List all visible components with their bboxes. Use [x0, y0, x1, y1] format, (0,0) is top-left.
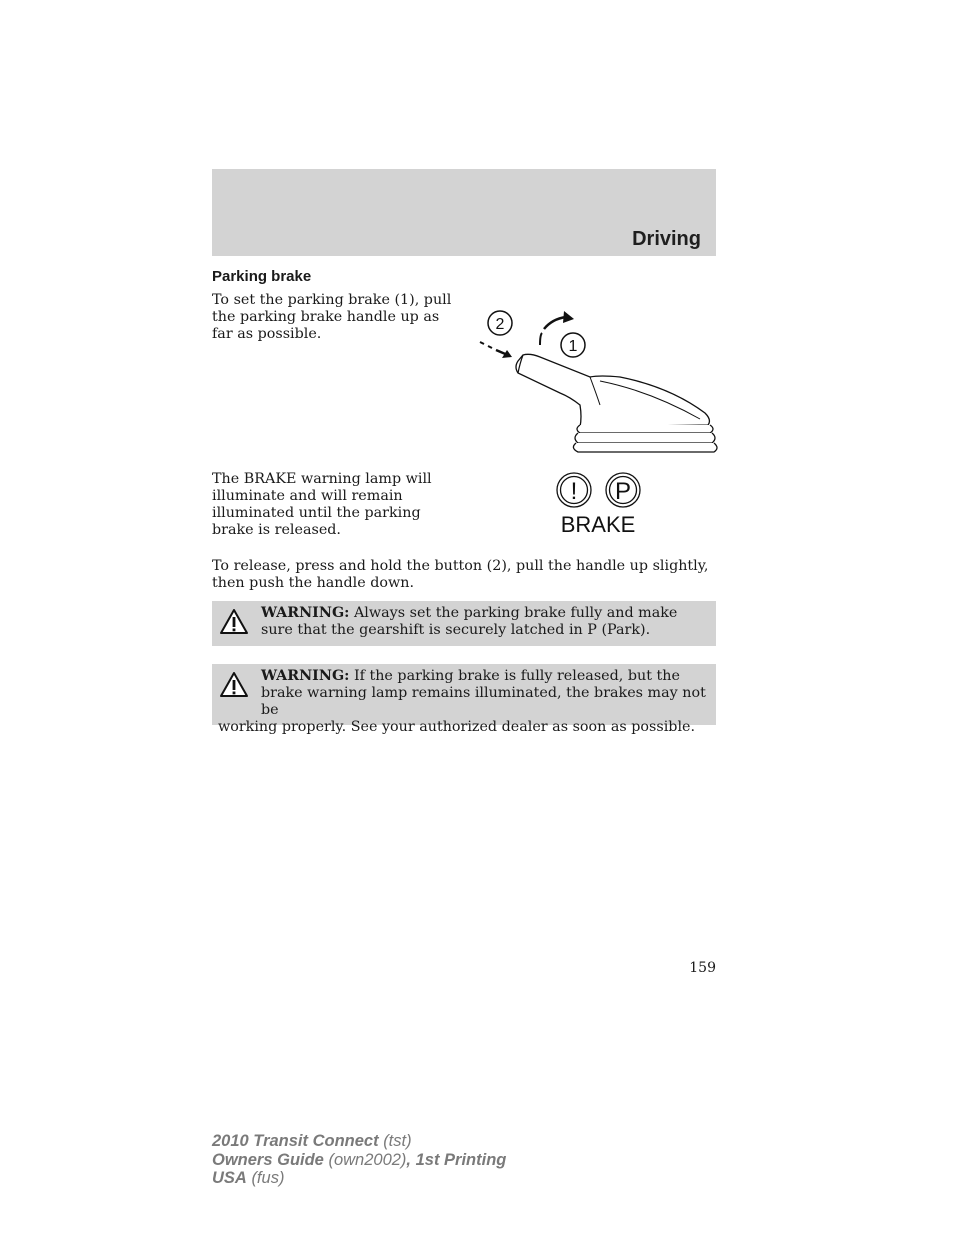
footer-line-model — [212, 1132, 506, 1151]
release-instructions-paragraph: To release, press and hold the button (2), pull the handle up slightly, then push the handle down. — [212, 558, 709, 591]
brake-lamp-paragraph: The BRAKE warning lamp will illuminate and will remain illuminated until the parking brake is released. — [212, 471, 432, 538]
warning-text-park — [261, 605, 706, 639]
warning-label: WARNING: — [261, 668, 350, 684]
footer-line-guide — [212, 1151, 506, 1170]
warning-message-first: If the parking brake is fully released, but the brake warning lamp remains illuminated, the brakes may not be — [261, 668, 706, 718]
section-title: Driving — [632, 228, 701, 250]
footer-guide: Owners Guide — [212, 1150, 324, 1169]
footer-model: 2010 Transit Connect — [212, 1132, 379, 1150]
warning-text-lamp — [218, 668, 706, 736]
footer-line-region — [212, 1169, 506, 1188]
subheading-parking-brake: Parking brake — [212, 268, 312, 285]
lamp-p-glyph: P — [614, 478, 632, 505]
warning-box-park — [212, 601, 716, 646]
footer-print-info — [212, 1132, 506, 1188]
callout-2-label: 2 — [495, 316, 505, 333]
footer-printing: , 1st Printing — [406, 1150, 507, 1169]
footer-region: USA — [212, 1169, 247, 1187]
footer-guide-code: (own2002) — [328, 1150, 407, 1169]
footer-model-code: (tst) — [383, 1132, 412, 1150]
lamp-brake-label: BRAKE — [560, 512, 636, 535]
brake-warning-lamp-symbol — [550, 472, 645, 535]
warning-box-lamp — [212, 664, 716, 735]
warning-triangle-icon — [219, 671, 249, 698]
warning-message-rest: working properly. See your authorized dealer as soon as possible. — [218, 719, 696, 735]
parking-brake-handle-illustration — [470, 305, 720, 455]
page-number: 159 — [689, 960, 716, 976]
warning-label: WARNING: — [261, 605, 350, 621]
lamp-exclaim-glyph: ! — [570, 478, 578, 505]
set-instructions-paragraph: To set the parking brake (1), pull the parking brake handle up as far as possible. — [212, 292, 452, 342]
footer-region-code: (fus) — [251, 1169, 285, 1187]
warning-triangle-icon — [219, 608, 249, 635]
warning-message: Always set the parking brake fully and make sure that the gearshift is securely latched in P (Park). — [261, 605, 678, 638]
section-header-band — [212, 169, 716, 256]
callout-1-label: 1 — [568, 338, 578, 355]
